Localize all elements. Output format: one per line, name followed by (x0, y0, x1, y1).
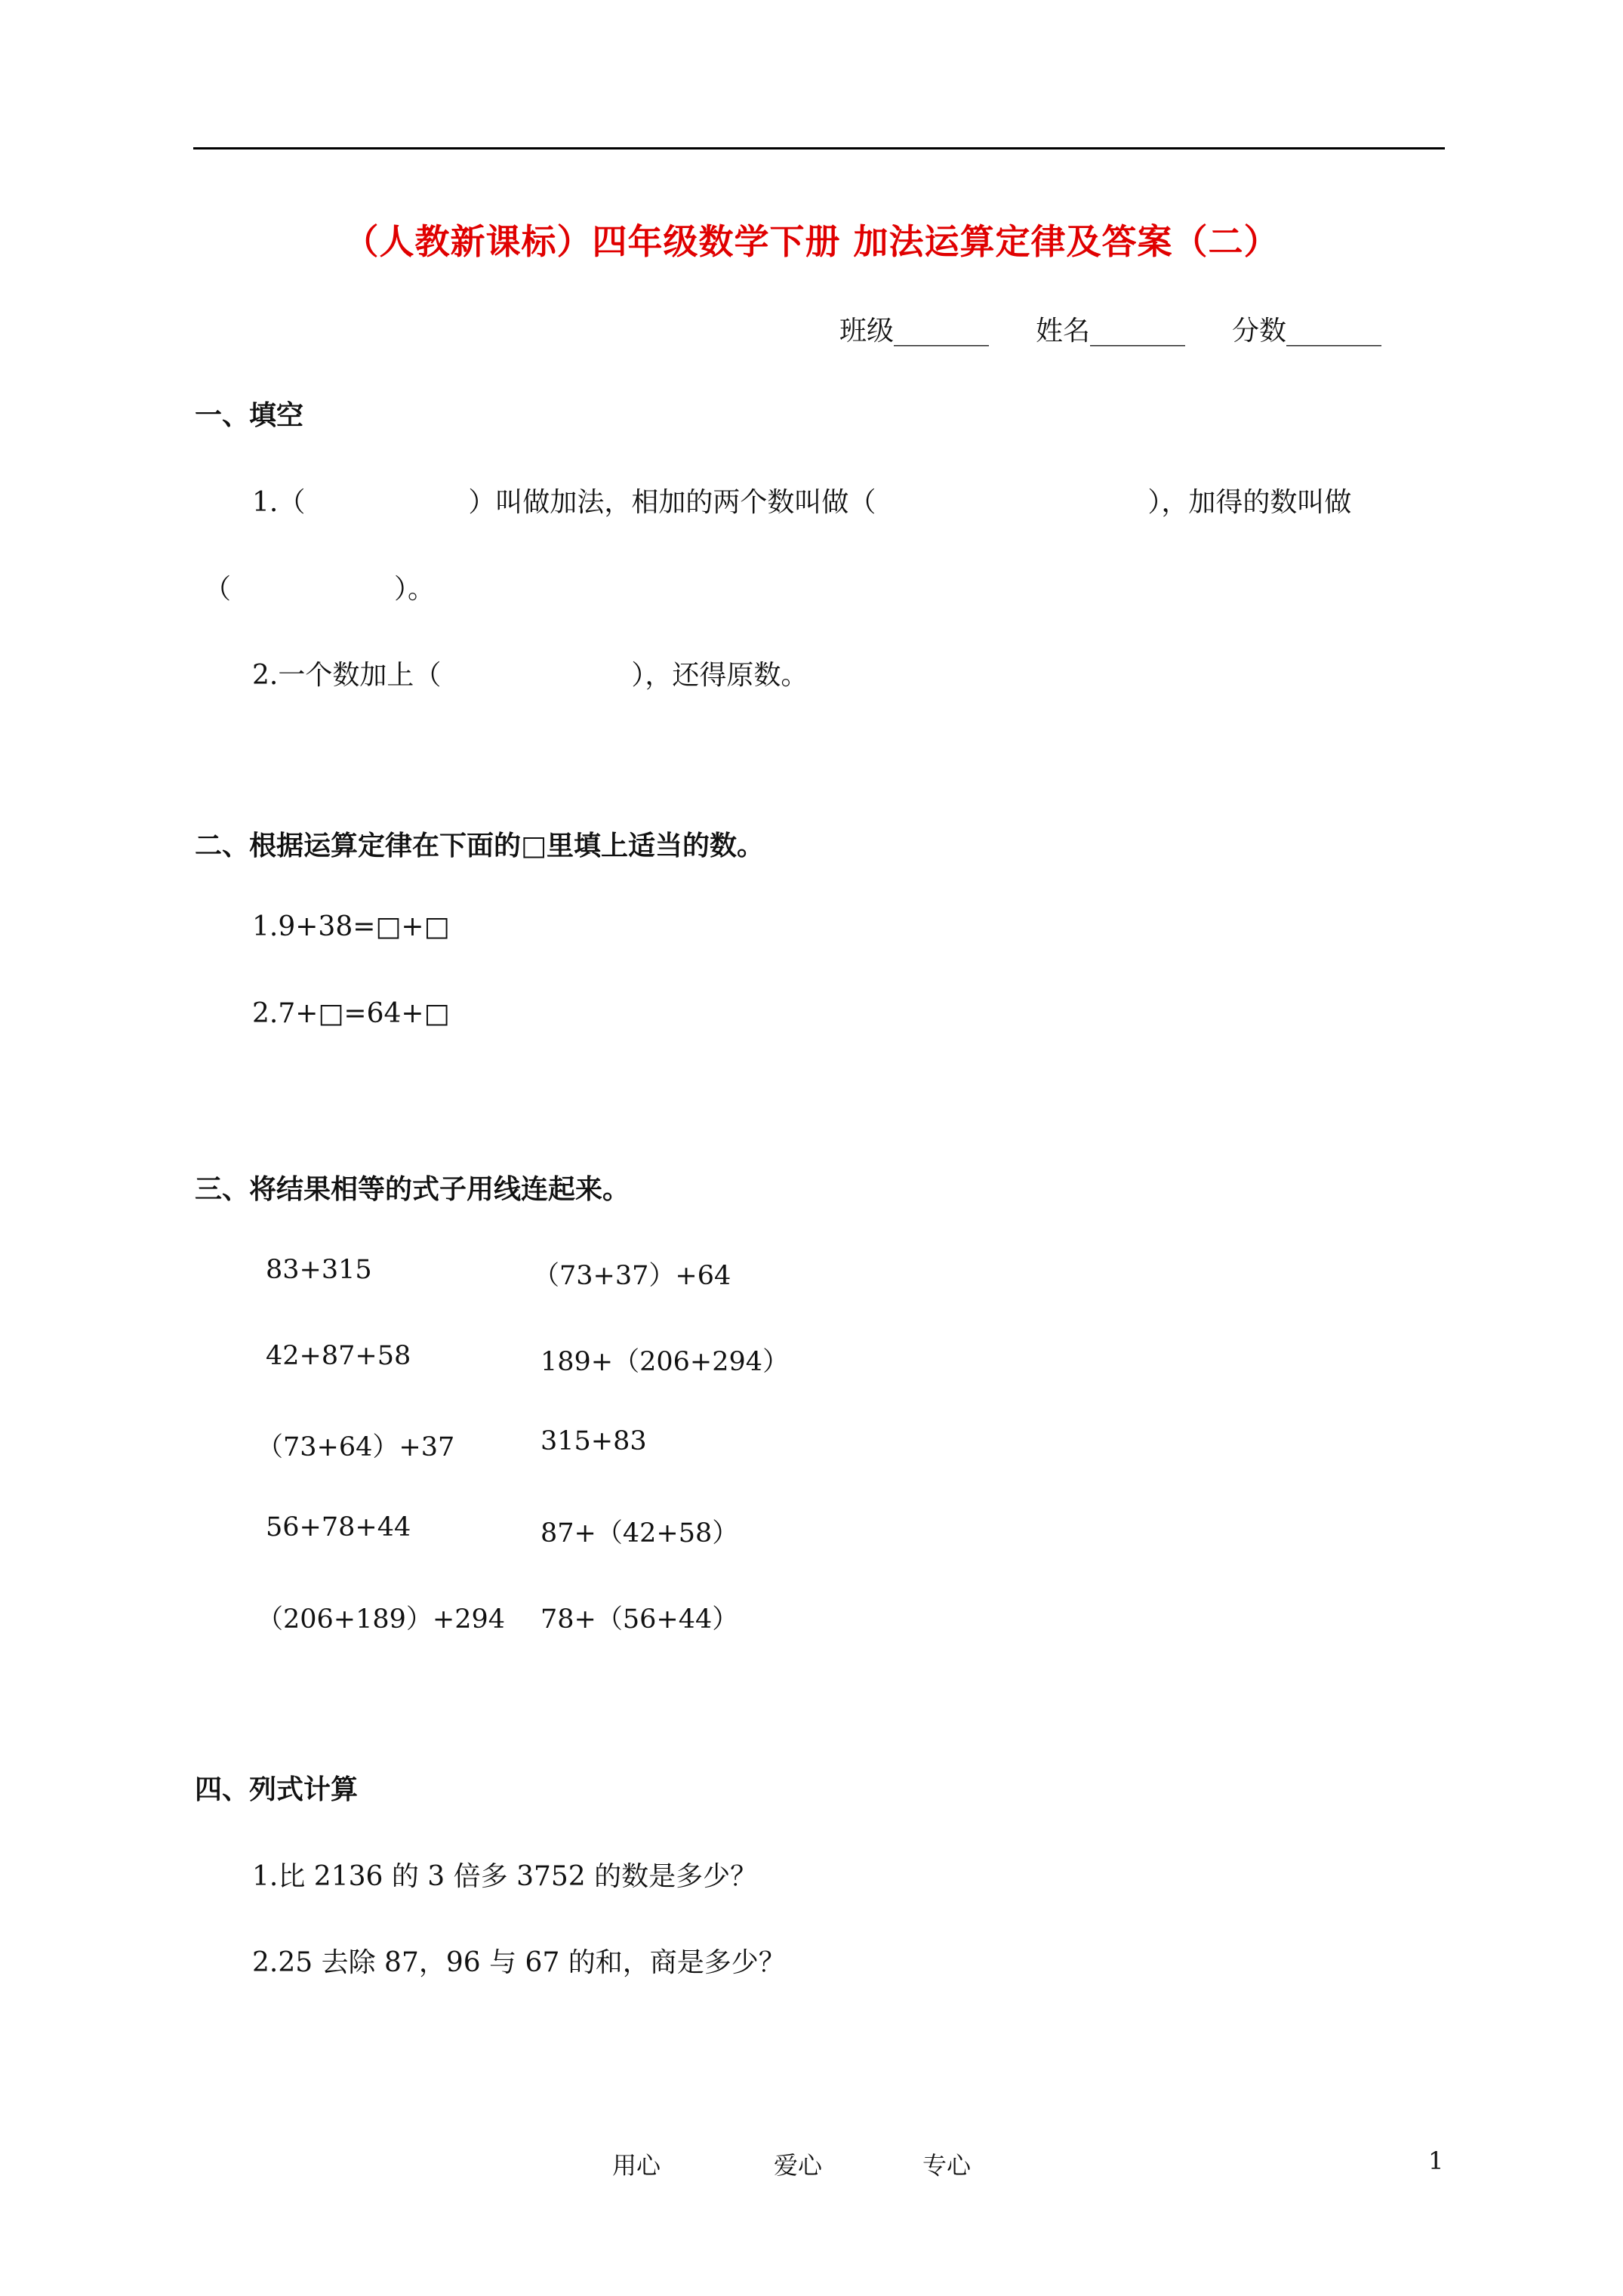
footer-motto: 爱心 (774, 2151, 823, 2180)
question-2-1: 1.9+38=□+□ (252, 911, 450, 942)
class-field[interactable]: 班级_______ (839, 316, 990, 347)
question-4-2: 2.25 去除 87，96 与 67 的和，商是多少？ (252, 1947, 786, 1978)
right-expression: 78+（56+44） (540, 1604, 739, 1635)
section-4-heading: 四、列式计算 (195, 1774, 359, 1805)
page-number: 1 (1428, 2147, 1444, 2175)
left-expression: 42+87+58 (266, 1341, 411, 1371)
section-1-heading: 一、填空 (195, 399, 304, 431)
footer-motto: 专心 (922, 2151, 972, 2180)
right-expression: 315+83 (540, 1426, 647, 1456)
right-expression: 87+（42+58） (540, 1518, 739, 1549)
left-expression: 56+78+44 (266, 1512, 411, 1542)
page-title: （人教新课标）四年级数学下册 加法运算定律及答案（二） (343, 221, 1280, 262)
question-1-1-cont: （ ）。 (204, 574, 436, 605)
header-rule (193, 147, 1445, 149)
left-expression: （206+189）+294 (257, 1604, 506, 1635)
question-2-2: 2.7+□=64+□ (252, 998, 450, 1029)
question-1-1: 1.（ ）叫做加法，相加的两个数叫做（ ），加得的数叫做 (252, 487, 1352, 518)
section-2-heading: 二、根据运算定律在下面的□里填上适当的数。 (195, 830, 765, 861)
right-expression: （73+37）+64 (533, 1261, 731, 1291)
name-field[interactable]: 姓名_______ (1036, 316, 1186, 347)
question-1-2: 2.一个数加上（ ），还得原数。 (252, 660, 808, 691)
left-expression: （73+64）+37 (257, 1432, 455, 1462)
right-expression: 189+（206+294） (540, 1347, 790, 1377)
left-expression: 83+315 (266, 1255, 372, 1285)
question-4-1: 1.比 2136 的 3 倍多 3752 的数是多少？ (252, 1861, 758, 1892)
footer-motto: 用心 (612, 2151, 661, 2180)
score-field[interactable]: 分数_______ (1232, 316, 1382, 347)
section-3-heading: 三、将结果相等的式子用线连起来。 (195, 1173, 630, 1205)
